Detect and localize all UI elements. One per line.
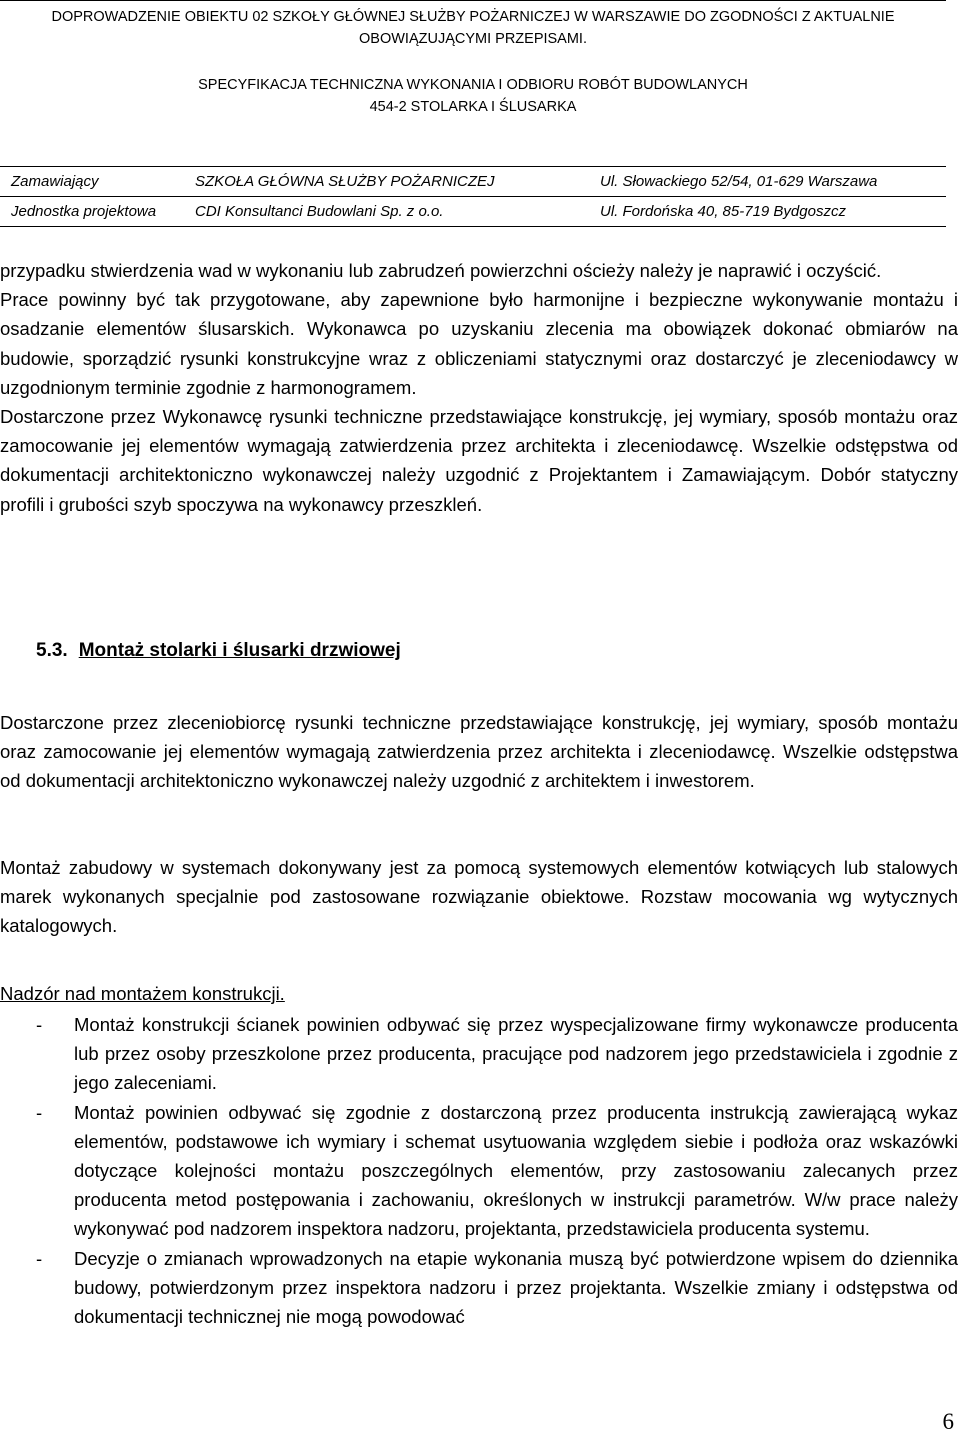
document-title-line-1: DOPROWADZENIE OBIEKTU 02 SZKOŁY GŁÓWNEJ SŁUŻBY POŻARNICZEJ W WARSZAWIE DO ZGODNOŚCI Z AKTUALNIE [51, 9, 895, 25]
list-item [0, 1098, 958, 1244]
document-title-line-2: OBOWIĄZUJĄCYMI PRZEPISAMI. [359, 31, 587, 47]
document-title [0, 6, 946, 50]
section-number: 5.3. [36, 640, 68, 661]
paragraph: Dostarczone przez zleceniobiorcę rysunki techniczne przedstawiające konstrukcję, jej wymiary, sposób montażu oraz zamocowanie jej elementów wymagają zatwierdzenia przez architekta i zleceniodawcę. Wszelkie odstępstwa od dokumentacji architektoniczno wykonawczej należy uzgodnić z architektem i inwestorem. [0, 712, 958, 792]
list-item-text: Decyzje o zmianach wprowadzonych na etapie wykonania muszą być potwierdzone wpisem do dziennika budowy, potwierdzonym przez inspektora nadzoru i przez projektanta. Wszelkie zmiany i odstępstwa od dokumentacji technicznej nie mogą powodować [74, 1247, 958, 1328]
section-title: Montaż stolarki i ślusarki drzwiowej [78, 640, 401, 661]
body-text-section [0, 708, 958, 796]
meta-label: Zamawiający [11, 173, 99, 190]
bullet-dash: - [36, 1247, 43, 1269]
list-item-text: Montaż powinien odbywać się zgodnie z dostarczoną przez producenta instrukcją zawierającą wykaz elementów, podstawowe ich wymiary i schemat usytuowania względem siebie i podłoża oraz wskazówki dotyczące kolejności montażu poszczególnych elementów, przy zastosowaniu zalecanych przez producenta metod postępowania i zachowaniu, określonych w instrukcji parametrów. W/w prace należy wykonywać pod nadzorem inspektora nadzoru, projektanta, przedstawiciela producenta systemu. [74, 1101, 958, 1240]
meta-name: SZKOŁA GŁÓWNA SŁUŻBY POŻARNICZEJ [195, 173, 495, 190]
paragraph: przypadku stwierdzenia wad w wykonaniu lub zabrudzeń powierzchni ościeży należy je naprawić i oczyścić. [0, 260, 882, 281]
list-item [0, 1010, 958, 1098]
meta-rule-bottom [0, 226, 946, 227]
page-number: 6 [942, 1409, 954, 1434]
specification-title-line-2: 454-2 STOLARKA I ŚLUSARKA [369, 99, 577, 115]
header-top-rule [0, 0, 946, 1]
specification-title [0, 74, 946, 118]
paragraph: Montaż zabudowy w systemach dokonywany jest za pomocą systemowych elementów kotwiących lub stalowych marek wykonanych specjalnie pod zastosowane rozwiązanie obiektowe. Rozstaw mocowania wg wytycznych katalogowych. [0, 857, 958, 937]
meta-label: Jednostka projektowa [11, 203, 157, 220]
meta-address: Ul. Fordońska 40, 85-719 Bydgoszcz [600, 203, 846, 220]
bullet-dash: - [36, 1014, 43, 1035]
body-text-upper [0, 256, 958, 519]
subheading: Nadzór nad montażem konstrukcji. [0, 983, 285, 1004]
list-item [0, 1244, 958, 1332]
bullet-list [0, 1010, 958, 1331]
bullet-dash: - [36, 1101, 43, 1123]
list-item-text: Montaż konstrukcji ścianek powinien odbywać się przez wyspecjalizowane firmy wykonawcze producenta lub przez osoby przeszkolone przez producenta, pracujące pod nadzorem jego przedstawiciela i zgodnie z jego zaleceniami. [74, 1014, 958, 1094]
specification-title-line-1: SPECYFIKACJA TECHNICZNA WYKONANIA I ODBIORU ROBÓT BUDOWLANYCH [198, 77, 748, 93]
section-heading [36, 636, 401, 665]
body-text-mounting [0, 853, 958, 941]
paragraph: Dostarczone przez Wykonawcę rysunki techniczne przedstawiające konstrukcję, jej wymiary, sposób montażu oraz zamocowanie jej elementów wymagają zatwierdzenia przez architekta i zleceniodawcę. Wszelkie odstępstwa od dokumentacji architektoniczno wykonawczej należy uzgodnić z Projektantem i Zamawiającym. Dobór statyczny profili i grubości szyb spoczywa na wykonawcy przeszkleń. [0, 406, 958, 515]
paragraph: Prace powinny być tak przygotowane, aby zapewnione było harmonijne i bezpieczne wykonywanie montażu i osadzanie elementów ślusarskich. Wykonawca po uzyskaniu zlecenia ma obowiązek dokonać obmiarów na budowie, sporządzić rysunki konstrukcyjne wraz z obliczeniami statycznymi oraz dostarczyć je zleceniodawcy w uzgodnionym terminie zgodnie z harmonogramem. [0, 289, 958, 398]
meta-name: CDI Konsultanci Budowlani Sp. z o.o. [195, 203, 444, 220]
meta-address: Ul. Słowackiego 52/54, 01-629 Warszawa [600, 173, 878, 190]
meta-row-client [0, 167, 946, 195]
meta-row-design-unit [0, 197, 946, 225]
